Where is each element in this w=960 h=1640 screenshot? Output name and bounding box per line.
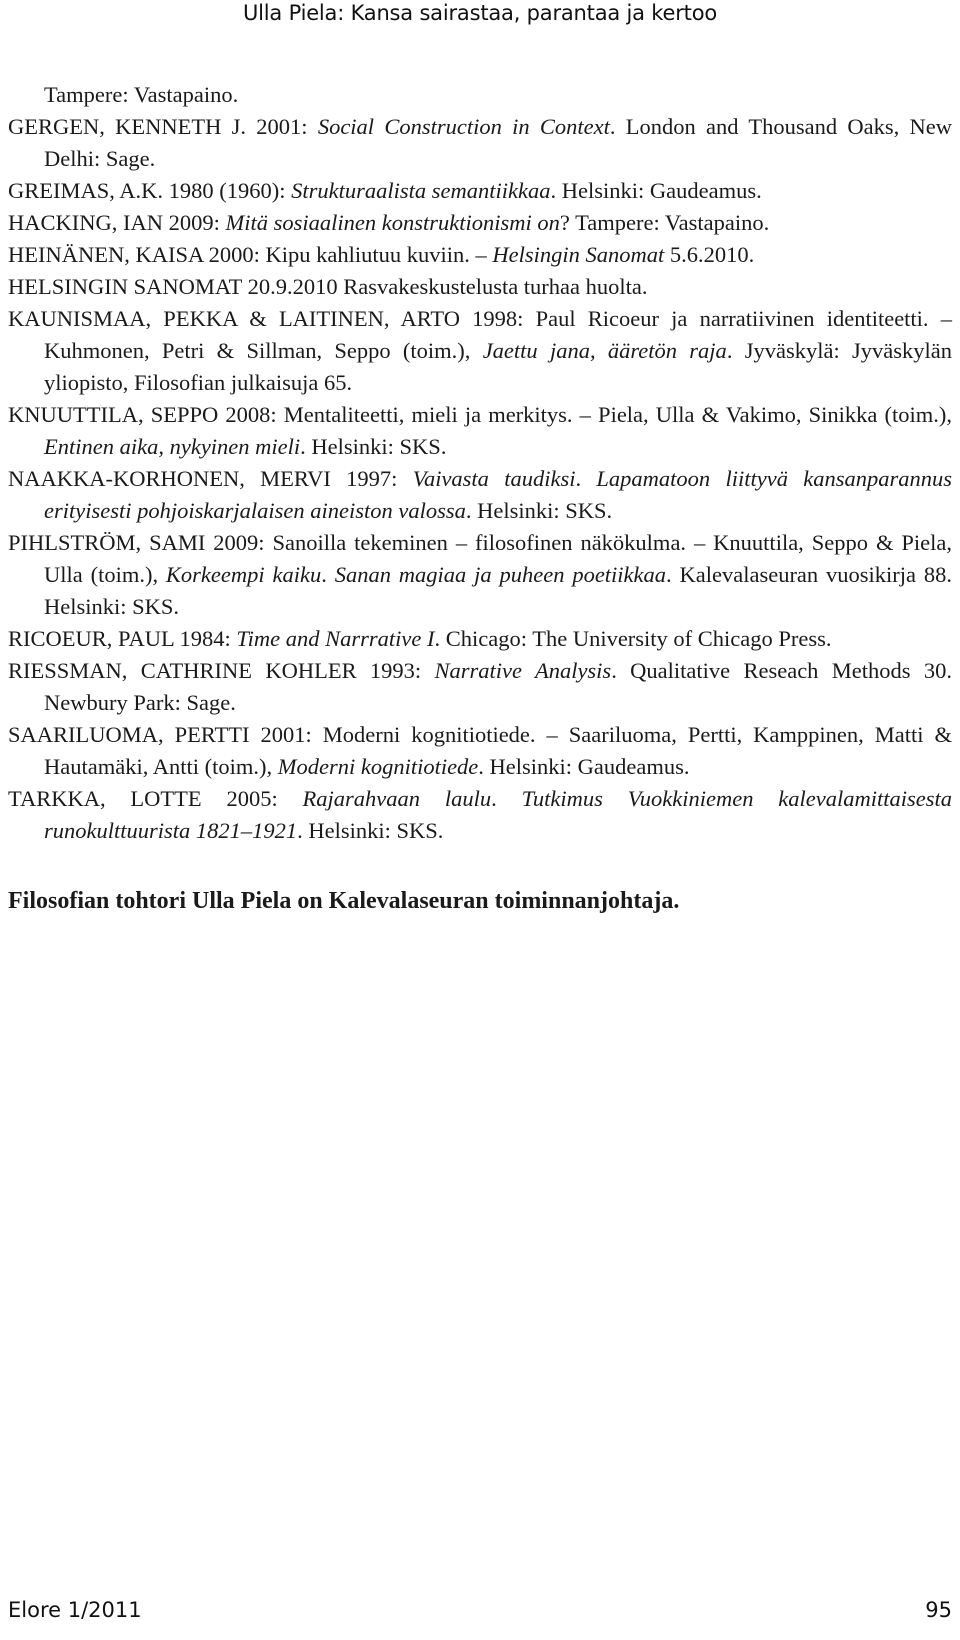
reference-entry: [8, 271, 952, 303]
reference-text: HEINÄNEN, KAISA 2000: Kipu kahliutuu kuviin. –: [8, 242, 493, 267]
reference-title-italic: Moderni kognitiotiede: [277, 754, 479, 779]
reference-entry: [8, 399, 952, 463]
reference-text: . Chicago: The University of Chicago Press.: [434, 626, 832, 651]
reference-entry: [8, 783, 952, 847]
reference-text: GREIMAS, A.K. 1980 (1960):: [8, 178, 292, 203]
reference-title-italic: Vaivasta taudiksi: [412, 466, 576, 491]
running-header: Ulla Piela: Kansa sairastaa, parantaa ja kertoo: [242, 1, 717, 25]
reference-entry: [8, 719, 952, 783]
reference-text: . Helsinki: Gaudeamus.: [550, 178, 762, 203]
reference-text: GERGEN, KENNETH J. 2001:: [8, 114, 318, 139]
reference-text: HELSINGIN SANOMAT 20.9.2010 Rasvakeskustelusta turhaa huolta.: [8, 274, 648, 299]
reference-text: . Helsinki: SKS.: [297, 818, 444, 843]
reference-text: 5.6.2010.: [664, 242, 755, 267]
reference-entry: [8, 79, 952, 111]
reference-entry: [8, 207, 952, 239]
reference-text: . Helsinki: Gaudeamus.: [478, 754, 690, 779]
reference-text: . Kalevalaseuran vuosikirja 88. Helsinki: SKS.: [44, 562, 952, 619]
page-footer: [0, 1598, 960, 1630]
reference-text: TARKKA, LOTTE 2005:: [8, 786, 303, 811]
reference-text: .: [575, 466, 597, 491]
reference-title-italic: Korkeempi kaiku: [165, 562, 322, 587]
reference-list: [8, 79, 952, 847]
reference-text: KAUNISMAA, PEKKA & LAITINEN, ARTO 1998: Paul Ricoeur ja narratiivinen identiteetti. – Kuhmonen, Petri & Sillman, Seppo (toim.),: [8, 306, 952, 363]
reference-title-italic: Sanan magiaa ja puheen poetiikkaa: [334, 562, 667, 587]
reference-entry: [8, 463, 952, 527]
page-number: 95: [925, 1598, 952, 1622]
reference-entry: [8, 239, 952, 271]
reference-title-italic: Jaettu jana, ääretön raja: [482, 338, 727, 363]
reference-text: SAARILUOMA, PERTTI 2001: Moderni kognitiotiede. – Saariluoma, Pertti, Kamppinen, Matti & Hautamäki, Antti (toim.),: [8, 722, 952, 779]
reference-text: . London and Thousand Oaks, New Delhi: Sage.: [44, 114, 952, 171]
reference-title-italic: Time and Narrrative I: [236, 626, 435, 651]
reference-title-italic: Helsingin Sanomat: [492, 242, 665, 267]
reference-text: .: [321, 562, 335, 587]
reference-title-italic: Social Construction in Context: [317, 114, 610, 139]
reference-text: ? Tampere: Vastapaino.: [559, 210, 770, 235]
reference-text: RICOEUR, PAUL 1984:: [8, 626, 237, 651]
reference-title-italic: Entinen aika, nykyinen mieli: [44, 434, 301, 459]
reference-title-italic: Lapamatoon liittyvä kansanparannus erityisesti pohjoiskarjalaisen aineiston valossa: [44, 466, 952, 523]
reference-title-italic: Mitä sosiaalinen konstruktionismi on: [225, 210, 560, 235]
reference-entry: [8, 111, 952, 175]
reference-entry: [8, 655, 952, 719]
author-bio: Filosofian tohtori Ulla Piela on Kalevalaseuran toiminnanjohtaja.: [8, 888, 680, 914]
reference-title-italic: Narrative Analysis: [434, 658, 612, 683]
reference-text: . Helsinki: SKS.: [465, 498, 613, 523]
reference-title-italic: Strukturaalista semantiikkaa: [291, 178, 551, 203]
reference-text: RIESSMAN, CATHRINE KOHLER 1993:: [8, 658, 435, 683]
reference-text: PIHLSTRÖM, SAMI 2009: Sanoilla tekeminen – filosofinen näkökulma. – Knuuttila, Seppo & Piela, Ulla (toim.),: [8, 530, 952, 587]
reference-text: . Helsinki: SKS.: [300, 434, 447, 459]
reference-entry: [8, 175, 952, 207]
reference-text: NAAKKA-KORHONEN, MERVI 1997:: [8, 466, 413, 491]
reference-text: KNUUTTILA, SEPPO 2008: Mentaliteetti, mieli ja merkitys. – Piela, Ulla & Vakimo, Sinikka (toim.),: [8, 402, 952, 427]
reference-entry: [8, 303, 952, 399]
reference-entry: [8, 623, 952, 655]
reference-text: Tampere: Vastapaino.: [44, 82, 239, 107]
reference-entry: [8, 527, 952, 623]
reference-text: . Qualitative Reseach Methods 30. Newbury Park: Sage.: [44, 658, 952, 715]
reference-text: . Jyväskylä: Jyväskylän yliopisto, Filosofian julkaisuja 65.: [44, 338, 952, 395]
reference-title-italic: Tutkimus Vuokkiniemen kalevalamittaisesta runokulttuurista 1821–1921: [44, 786, 953, 843]
reference-text: .: [491, 786, 522, 811]
reference-title-italic: Rajarahvaan laulu: [302, 786, 492, 811]
footer-issue: Elore 1/2011: [8, 1598, 142, 1622]
reference-text: HACKING, IAN 2009:: [8, 210, 226, 235]
